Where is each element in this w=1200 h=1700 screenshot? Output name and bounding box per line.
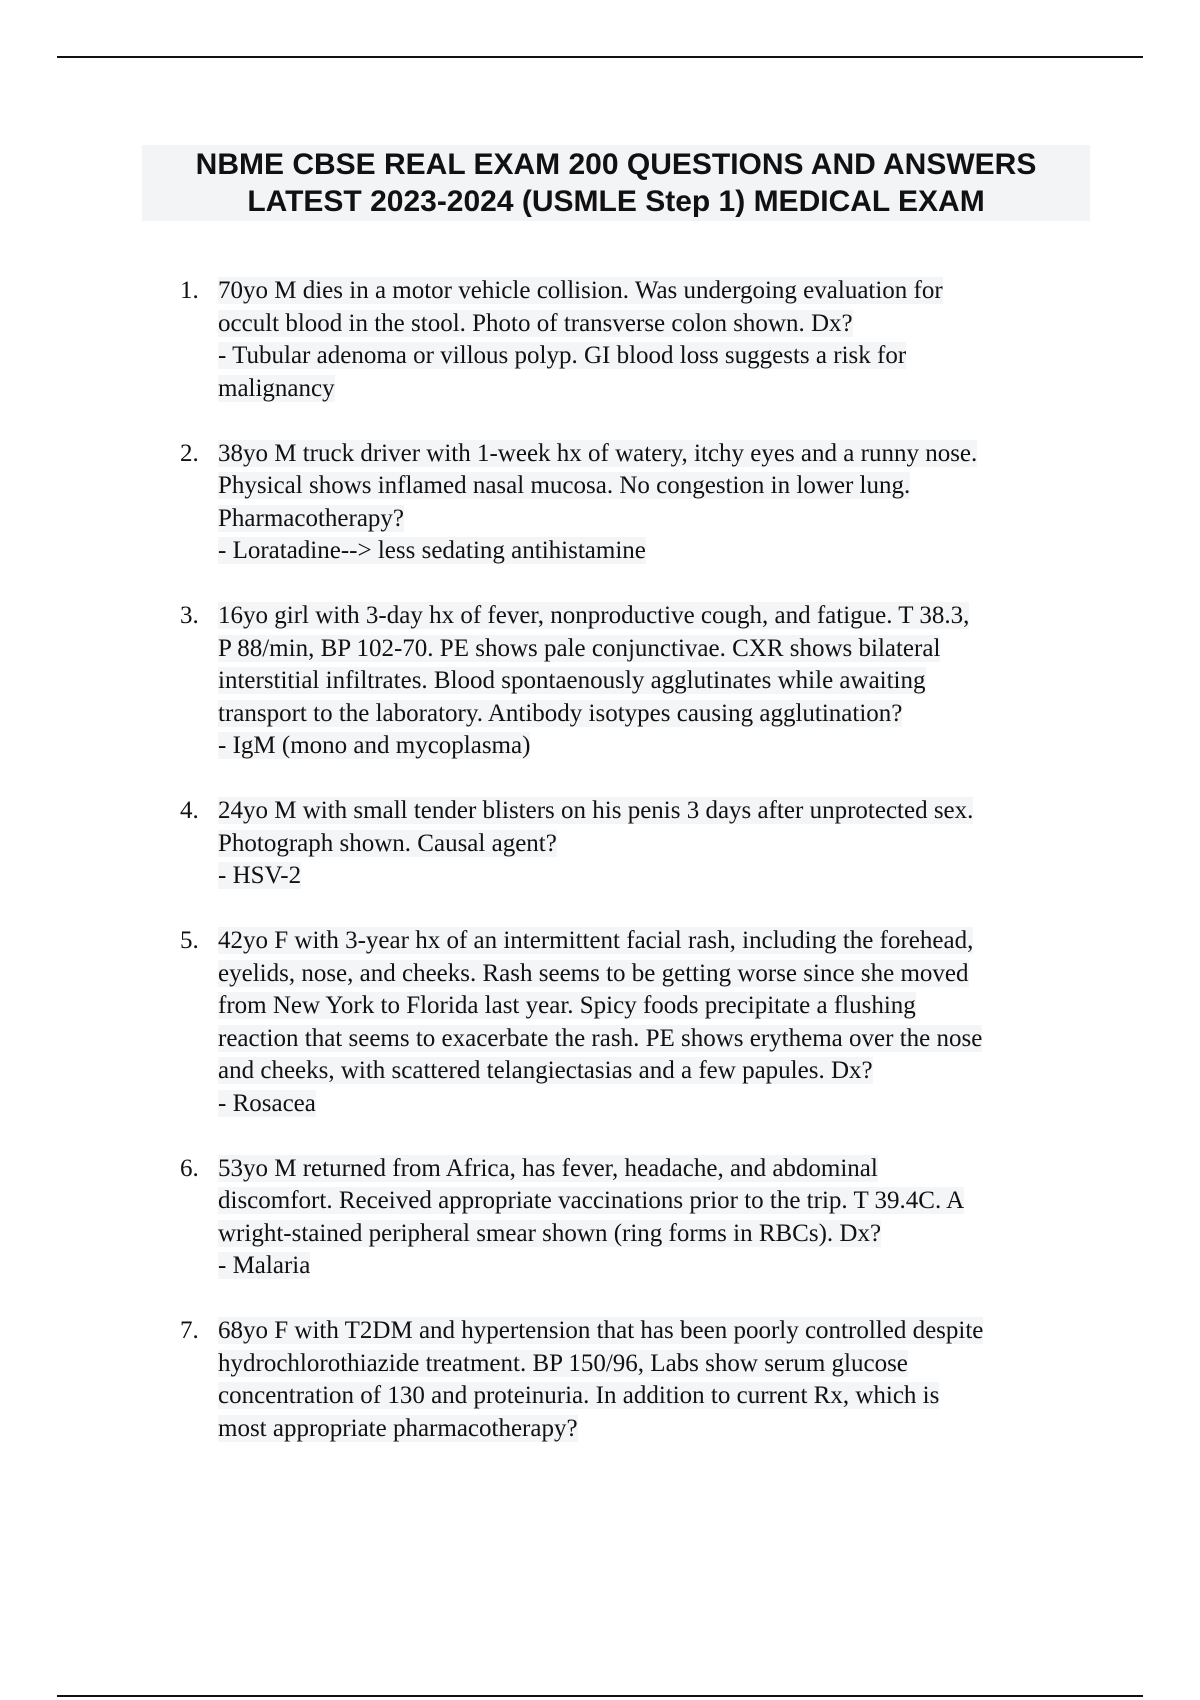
question-line: 38yo M truck driver with 1-week hx of watery, itchy eyes and a runny nose. [218,439,978,467]
question-line: 70yo M dies in a motor vehicle collision. Was undergoing evaluation for [218,277,943,304]
footer-rule [57,1695,1143,1697]
answer-line: malignancy [218,374,335,402]
question-item [174,1315,1104,1445]
question-line: 16yo girl with 3-day hx of fever, nonproductive cough, and fatigue. T 38.3, [218,602,970,629]
question-number: 3. [180,602,199,629]
question-number: 4. [180,797,199,824]
question-item [174,795,1104,893]
question-line: most appropriate pharmacotherapy? [218,1414,578,1442]
question-line: transport to the laboratory. Antibody isotypes causing agglutination? [218,699,903,727]
answer-line: - Malaria [218,1252,311,1279]
question-line: hydrochlorothiazide treatment. BP 150/96, Labs show serum glucose [218,1349,908,1377]
question-item [174,275,1104,405]
question-number: 2. [180,439,199,467]
title-line: NBME CBSE REAL EXAM 200 QUESTIONS AND ANSWERS [195,148,1037,181]
answer-line: - Tubular adenoma or villous polyp. GI blood loss suggests a risk for [218,342,907,369]
answer-line: - HSV-2 [218,862,302,889]
answer-line: - IgM (mono and mycoplasma) [218,732,531,759]
question-number: 7. [180,1317,199,1344]
question-line: P 88/min, BP 102-70. PE shows pale conjunctivae. CXR shows bilateral [218,634,941,662]
question-line: interstitial infiltrates. Blood spontaenously agglutinates while awaiting [218,667,926,694]
question-line: concentration of 130 and proteinuria. In addition to current Rx, which is [218,1382,940,1409]
question-line: eyelids, nose, and cheeks. Rash seems to be getting worse since she moved [218,959,969,987]
header-rule [57,56,1143,58]
title-line: LATEST 2023-2024 (USMLE Step 1) MEDICAL EXAM [247,185,985,218]
question-item [174,600,1104,763]
question-number: 1. [180,277,199,304]
question-line: 24yo M with small tender blisters on his penis 3 days after unprotected sex. [218,797,974,824]
question-line: from New York to Florida last year. Spicy foods precipitate a flushing [218,992,916,1019]
question-line: Photograph shown. Causal agent? [218,829,557,857]
question-list [174,275,1104,1478]
question-line: 68yo F with T2DM and hypertension that has been poorly controlled despite [218,1317,984,1344]
question-line: wright-stained peripheral smear shown (ring forms in RBCs). Dx? [218,1219,882,1247]
question-number: 6. [180,1154,199,1182]
question-number: 5. [180,927,199,954]
answer-line: - Loratadine--> less sedating antihistamine [218,537,646,564]
question-line: 53yo M returned from Africa, has fever, headache, and abdominal [218,1154,878,1182]
question-line: discomfort. Received appropriate vaccinations prior to the trip. T 39.4C. A [218,1187,965,1214]
question-line: Physical shows inflamed nasal mucosa. No congestion in lower lung. [218,472,911,499]
question-line: occult blood in the stool. Photo of transverse colon shown. Dx? [218,309,853,337]
question-line: 42yo F with 3-year hx of an intermittent facial rash, including the forehead, [218,927,974,954]
question-line: reaction that seems to exacerbate the rash. PE shows erythema over the nose [218,1024,983,1052]
question-item [174,438,1104,568]
question-item [174,925,1104,1120]
answer-line: - Rosacea [218,1089,316,1117]
question-line: Pharmacotherapy? [218,504,405,532]
document-title [142,146,1090,220]
question-item [174,1153,1104,1283]
question-line: and cheeks, with scattered telangiectasias and a few papules. Dx? [218,1057,873,1084]
